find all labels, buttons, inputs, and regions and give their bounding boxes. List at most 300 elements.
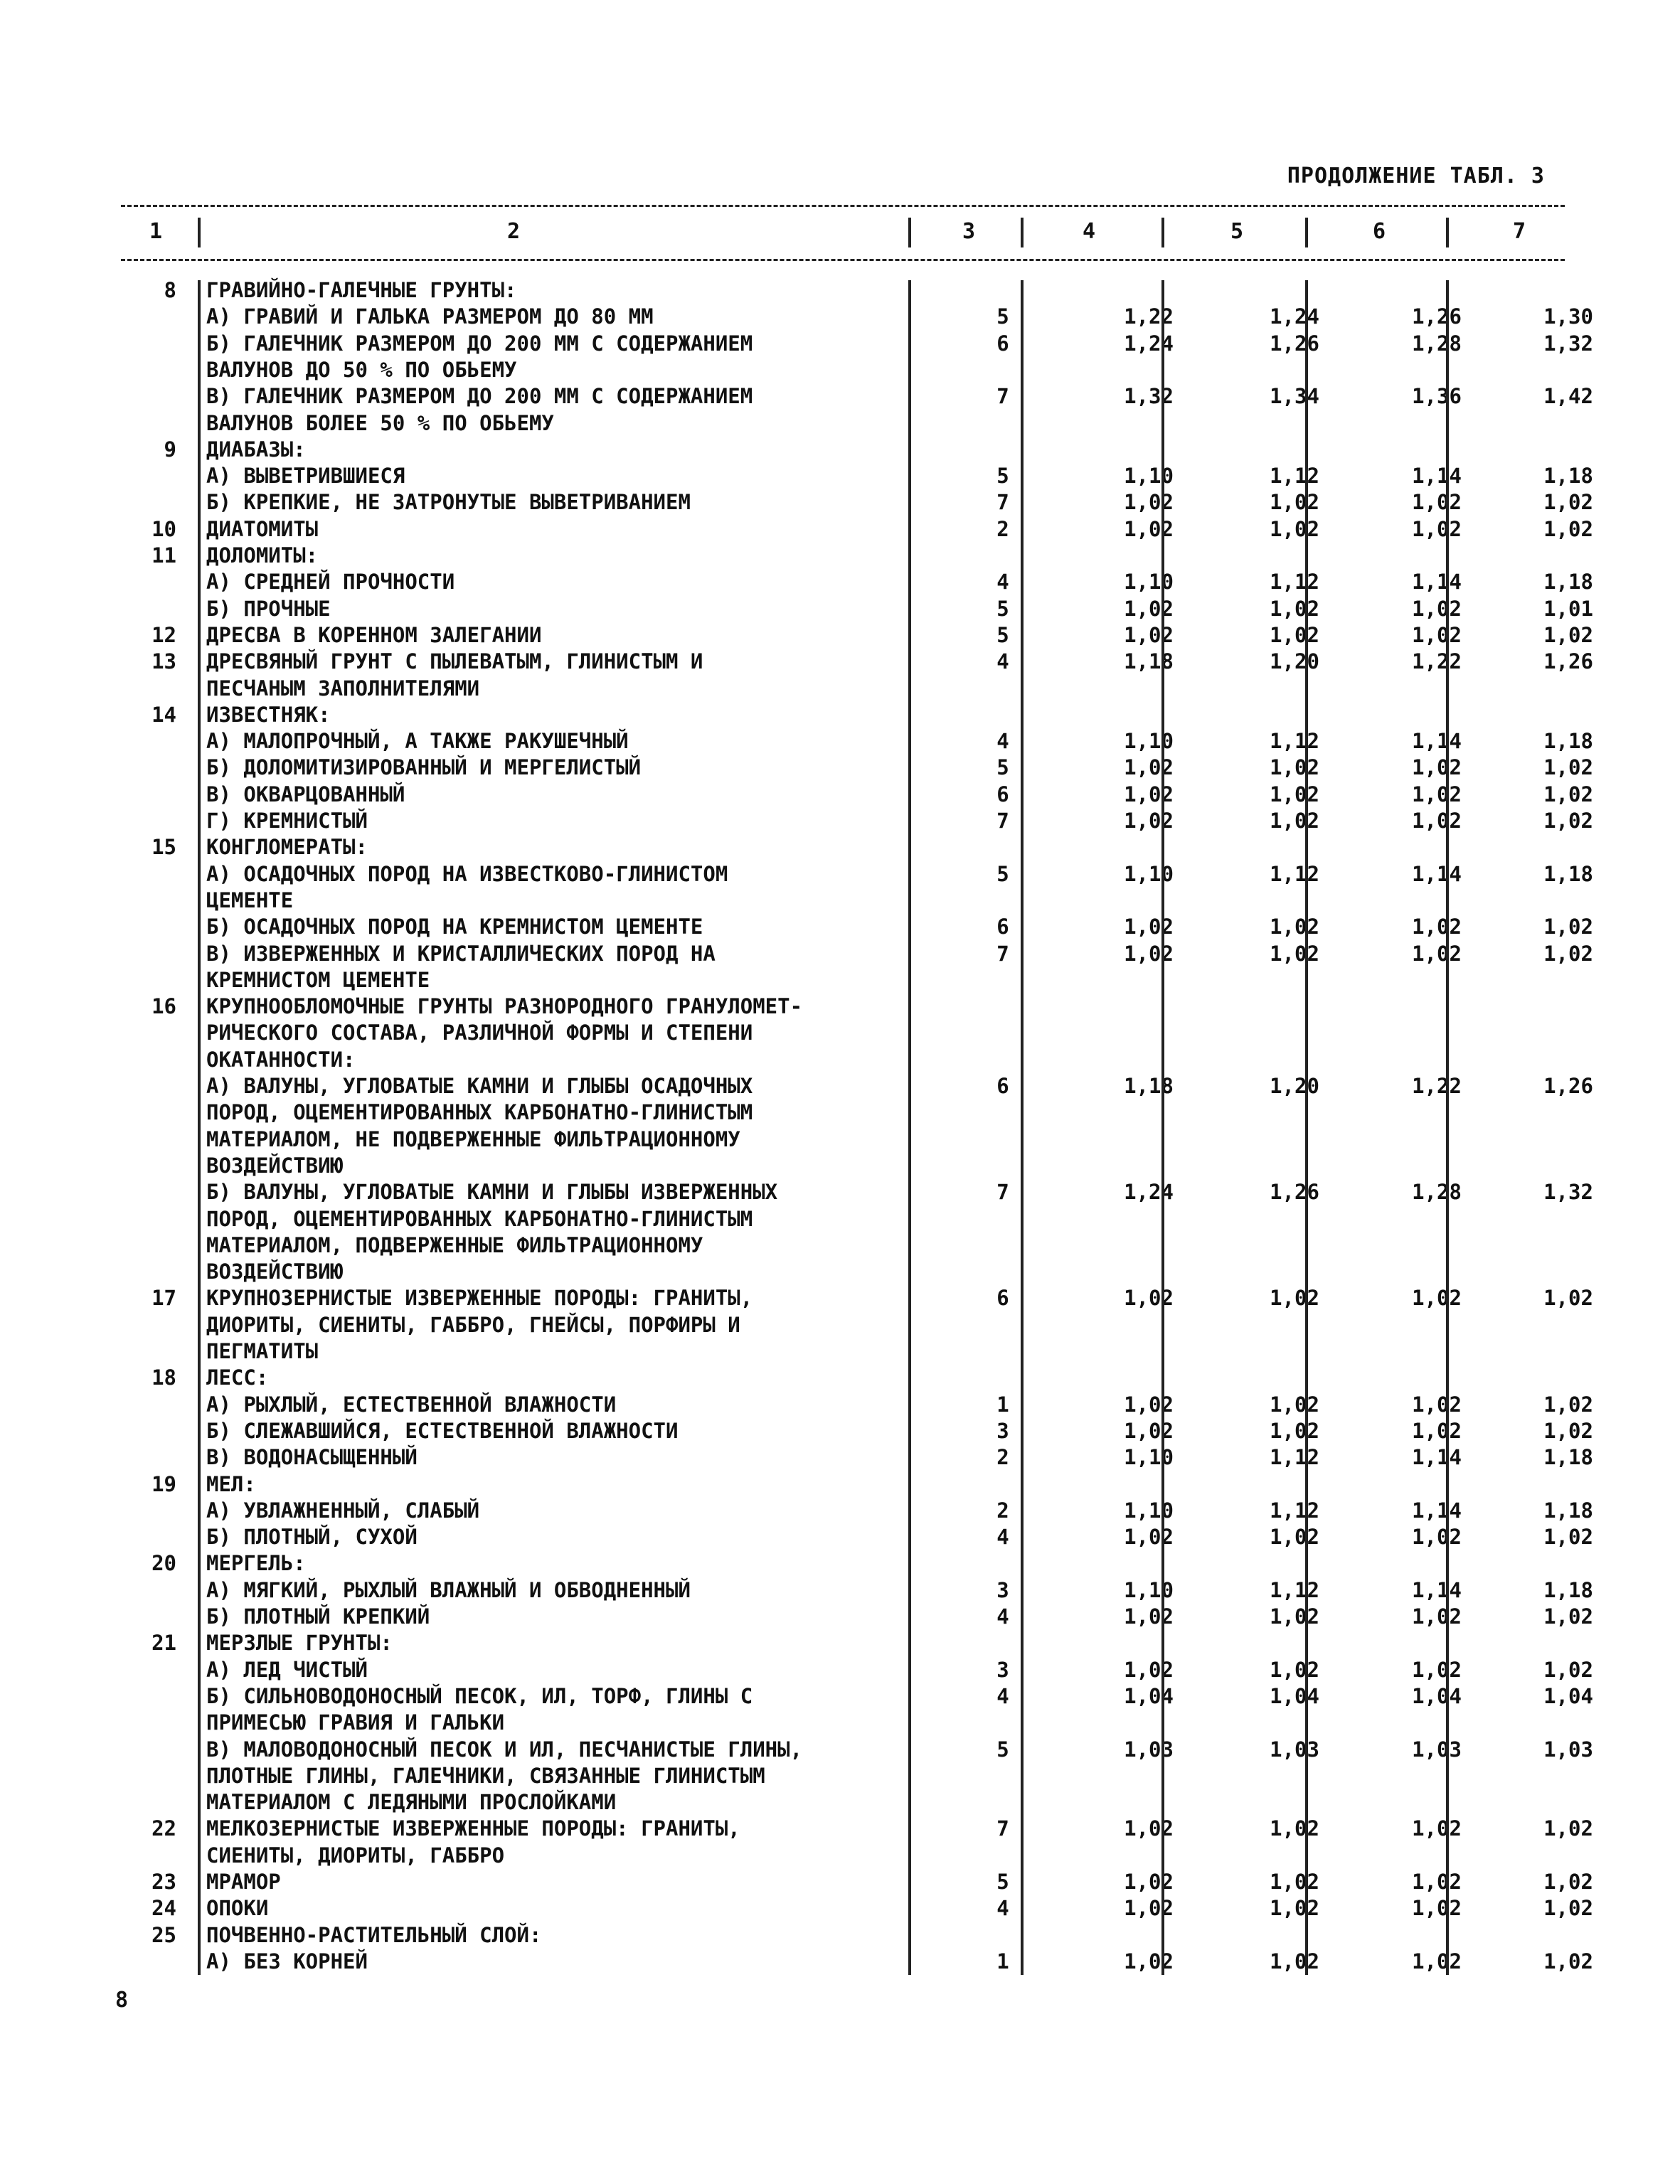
row-value-col7: 1,32 [1543,1180,1593,1205]
row-description: ВОЗДЕЙСТВИЮ [206,1259,344,1284]
header-separator-3-4 [1021,218,1024,247]
row-value-col7: 1,02 [1543,490,1593,515]
row-value-col4: 1,02 [1124,1816,1174,1841]
row-value-col7: 1,04 [1543,1683,1593,1708]
row-value-col6: 1,02 [1412,782,1462,806]
row-description: А) МЯГКИЙ, РЫХЛЫЙ ВЛАЖНЫЙ И ОБВОДНЕННЫЙ [206,1577,691,1602]
row-description: А) СРЕДНЕЙ ПРОЧНОСТИ [206,570,455,595]
row-description: Б) СЛЕЖАВШИЙСЯ, ЕСТЕСТВЕННОЙ ВЛАЖНОСТИ [206,1418,679,1443]
table-row [121,967,1565,994]
row-value-col4: 1,18 [1124,649,1174,674]
row-value-col6: 1,02 [1412,1392,1462,1417]
row-description: В) ГАЛЕЧНИК РАЗМЕРОМ ДО 200 ММ С СОДЕРЖАНИЕМ [206,384,753,409]
table-row [121,622,1593,649]
table-row [121,1471,1565,1498]
row-description: А) МАЛОПРОЧНЫЙ, А ТАКЖЕ РАКУШЕЧНЫЙ [206,729,629,754]
row-value-col7: 1,02 [1543,516,1593,541]
row-value-col4: 1,03 [1124,1737,1174,1762]
row-description: ОКАТАННОСТИ: [206,1047,356,1072]
table-row [121,1285,1593,1311]
row-description: ПЕСЧАНЫМ ЗАПОЛНИТЕЛЯМИ [206,676,480,701]
table-row [121,1789,1565,1816]
row-value-col6: 1,02 [1412,596,1462,621]
row-description: ДИОРИТЫ, СИЕНИТЫ, ГАББРО, ГНЕЙСЫ, ПОРФИРЫ И [206,1312,740,1337]
row-value-col5: 1,12 [1270,1445,1319,1470]
table-row [121,569,1593,595]
row-value-col7: 1,02 [1543,1870,1593,1894]
row-value-col7: 1,18 [1543,570,1593,595]
row-value-col5: 1,02 [1270,782,1319,806]
row-description: МРАМОР [206,1870,281,1894]
row-value-col5: 1,02 [1270,1896,1319,1921]
row-value-col6: 1,02 [1412,1816,1462,1841]
row-value-col4: 1,02 [1124,782,1174,806]
table-row [121,1683,1593,1710]
table-row [121,676,1565,702]
row-value-col5: 1,02 [1270,1392,1319,1417]
table-caption: ПРОДОЛЖЕНИЕ ТАБЛ. 3 [1287,164,1545,188]
row-value-col7: 1,02 [1543,1949,1593,1973]
row-value-col5: 1,02 [1270,1816,1319,1841]
table-row [121,1444,1593,1471]
row-category: 7 [996,1816,1009,1841]
row-value-col4: 1,02 [1124,490,1174,515]
table-row [121,702,1565,728]
header-col-2: 2 [507,219,521,244]
table-row [121,834,1565,861]
table-row [121,994,1565,1020]
row-category: 4 [996,1525,1009,1550]
column-separator-1-2 [198,280,201,1975]
row-description: МАТЕРИАЛОМ С ЛЕДЯНЫМИ ПРОСЛОЙКАМИ [206,1790,617,1815]
table-row [121,1843,1565,1869]
row-value-col7: 1,02 [1543,915,1593,939]
column-separator-3-4 [1021,280,1024,1975]
row-value-col4: 1,02 [1124,1657,1174,1682]
table-row [121,914,1593,940]
row-value-col7: 1,02 [1543,1392,1593,1417]
row-description: ЛЕСС: [206,1365,269,1390]
row-value-col6: 1,14 [1412,729,1462,754]
row-value-col7: 1,02 [1543,1896,1593,1921]
row-value-col6: 1,02 [1412,490,1462,515]
table-row [121,1630,1565,1656]
header-separator-4-5 [1161,218,1164,247]
row-value-col6: 1,26 [1412,304,1462,329]
table-row [121,808,1593,834]
table-row [121,1737,1593,1763]
row-number: 16 [151,994,176,1019]
table-row [121,1710,1565,1736]
table-row [121,383,1593,410]
row-value-col6: 1,14 [1412,1498,1462,1523]
header-separator-6-7 [1446,218,1449,247]
row-category: 2 [996,1498,1009,1523]
row-value-col6: 1,22 [1412,649,1462,674]
column-separator-6-7 [1446,280,1449,1975]
row-description: ВАЛУНОВ ДО 50 % ПО ОБЬЕМУ [206,357,517,382]
row-category: 7 [996,384,1009,409]
row-value-col4: 1,02 [1124,516,1174,541]
row-description: ДОЛОМИТЫ: [206,543,319,568]
row-value-col6: 1,14 [1412,1445,1462,1470]
row-value-col6: 1,04 [1412,1683,1462,1708]
row-description: ВОЗДЕЙСТВИЮ [206,1153,344,1178]
row-value-col6: 1,14 [1412,1577,1462,1602]
row-value-col4: 1,32 [1124,384,1174,409]
table-row [121,1126,1565,1153]
row-value-col5: 1,02 [1270,1870,1319,1894]
table-row [121,516,1593,543]
table-row [121,1577,1593,1604]
row-value-col7: 1,26 [1543,1074,1593,1098]
row-category: 6 [996,331,1009,356]
row-value-col7: 1,02 [1543,1657,1593,1682]
row-number: 22 [151,1816,176,1841]
table-row [121,1604,1593,1630]
table-row [121,1338,1565,1365]
row-category: 6 [996,782,1009,806]
row-value-col7: 1,02 [1543,1286,1593,1311]
row-category: 4 [996,729,1009,754]
data-table [121,205,1593,1983]
row-description: Б) ПЛОТНЫЙ КРЕПКИЙ [206,1604,430,1629]
row-value-col7: 1,18 [1543,1577,1593,1602]
row-value-col4: 1,02 [1124,1896,1174,1921]
row-value-col6: 1,22 [1412,1074,1462,1098]
row-value-col7: 1,26 [1543,649,1593,674]
column-separator-4-5 [1161,280,1164,1975]
row-value-col5: 1,34 [1270,384,1319,409]
row-value-col6: 1,02 [1412,809,1462,833]
row-value-col6: 1,28 [1412,1180,1462,1205]
row-category: 4 [996,649,1009,674]
row-value-col7: 1,02 [1543,1604,1593,1629]
column-separator-5-6 [1305,280,1308,1975]
row-category: 5 [996,622,1009,647]
row-category: 3 [996,1418,1009,1443]
row-category: 4 [996,1604,1009,1629]
row-category: 5 [996,861,1009,886]
row-value-col4: 1,02 [1124,1525,1174,1550]
row-description: А) ВАЛУНЫ, УГЛОВАТЫЕ КАМНИ И ГЛЫБЫ ОСАДОЧНЫХ [206,1074,753,1098]
table-row [121,728,1593,755]
row-value-col7: 1,02 [1543,782,1593,806]
row-value-col6: 1,14 [1412,570,1462,595]
table-row [121,1020,1565,1046]
row-description: МЕЛ: [206,1471,256,1496]
row-value-col5: 1,02 [1270,809,1319,833]
row-value-col6: 1,02 [1412,1896,1462,1921]
row-value-col7: 1,02 [1543,755,1593,780]
row-value-col5: 1,04 [1270,1683,1319,1708]
row-value-col7: 1,02 [1543,1525,1593,1550]
row-value-col4: 1,10 [1124,729,1174,754]
row-number: 8 [164,278,176,302]
row-value-col5: 1,20 [1270,649,1319,674]
row-description: МЕРЗЛЫЕ ГРУНТЫ: [206,1631,393,1656]
row-value-col6: 1,02 [1412,755,1462,780]
row-description: В) ОКВАРЦОВАННЫЙ [206,782,405,806]
header-col-3: 3 [962,219,976,244]
table-row [121,1869,1593,1895]
row-value-col4: 1,10 [1124,464,1174,489]
header-col-5: 5 [1230,219,1244,244]
row-description: ГРАВИЙНО-ГАЛЕЧНЫЕ ГРУНТЫ: [206,278,517,302]
row-description: А) ЛЕД ЧИСТЫЙ [206,1657,368,1682]
row-description: Б) СИЛЬНОВОДОНОСНЫЙ ПЕСОК, ИЛ, ТОРФ, ГЛИНЫ С [206,1683,753,1708]
row-value-col6: 1,14 [1412,464,1462,489]
row-value-col7: 1,03 [1543,1737,1593,1762]
table-row [121,410,1565,437]
table-row [121,304,1593,330]
page-number: 8 [115,1988,129,2013]
row-value-col5: 1,02 [1270,596,1319,621]
row-category: 7 [996,809,1009,833]
row-value-col5: 1,26 [1270,331,1319,356]
row-description: А) ГРАВИЙ И ГАЛЬКА РАЗМЕРОМ ДО 80 ММ [206,304,654,329]
row-description: ИЗВЕСТНЯК: [206,702,331,727]
row-value-col4: 1,02 [1124,622,1174,647]
row-description: ПРИМЕСЬЮ ГРАВИЯ И ГАЛЬКИ [206,1710,505,1735]
row-description: А) ОСАДОЧНЫХ ПОРОД НА ИЗВЕСТКОВО-ГЛИНИСТОМ [206,861,728,886]
row-number: 9 [164,437,176,462]
row-value-col6: 1,02 [1412,941,1462,966]
row-value-col4: 1,02 [1124,941,1174,966]
row-description: В) ИЗВЕРЖЕННЫХ И КРИСТАЛЛИЧЕСКИХ ПОРОД НА [206,941,716,966]
row-description: КОНГЛОМЕРАТЫ: [206,835,368,860]
row-value-col4: 1,10 [1124,1498,1174,1523]
row-description: МАТЕРИАЛОМ, НЕ ПОДВЕРЖЕННЫЕ ФИЛЬТРАЦИОННОМУ [206,1126,740,1151]
table-row [121,437,1565,463]
row-value-col7: 1,18 [1543,861,1593,886]
row-value-col4: 1,18 [1124,1074,1174,1098]
row-value-col6: 1,03 [1412,1737,1462,1762]
row-value-col4: 1,02 [1124,809,1174,833]
row-description: ПЕГМАТИТЫ [206,1339,319,1363]
row-description: ПОРОД, ОЦЕМЕНТИРОВАННЫХ КАРБОНАТНО-ГЛИНИСТЫМ [206,1100,753,1125]
row-value-col5: 1,03 [1270,1737,1319,1762]
table-row [121,357,1565,383]
row-category: 7 [996,490,1009,515]
row-category: 3 [996,1657,1009,1682]
table-row [121,1206,1565,1232]
row-value-col7: 1,30 [1543,304,1593,329]
row-value-col5: 1,02 [1270,516,1319,541]
table-row [121,1949,1593,1975]
row-value-col6: 1,02 [1412,1949,1462,1973]
row-description: ПОЧВЕННО-РАСТИТЕЛЬНЫЙ СЛОЙ: [206,1922,542,1947]
row-value-col5: 1,12 [1270,570,1319,595]
table-row [121,277,1565,304]
row-description: А) УВЛАЖНЕННЫЙ, СЛАБЫЙ [206,1498,480,1523]
table-row [121,1895,1593,1922]
row-description: ПЛОТНЫЕ ГЛИНЫ, ГАЛЕЧНИКИ, СВЯЗАННЫЕ ГЛИНИСТЫМ [206,1763,765,1788]
row-value-col6: 1,02 [1412,1418,1462,1443]
header-col-6: 6 [1373,219,1386,244]
row-number: 20 [151,1551,176,1576]
row-description: В) ВОДОНАСЫЩЕННЫЙ [206,1445,418,1470]
row-value-col4: 1,02 [1124,755,1174,780]
table-row [121,782,1593,808]
row-category: 5 [996,596,1009,621]
row-value-col6: 1,02 [1412,516,1462,541]
row-value-col5: 1,02 [1270,755,1319,780]
row-value-col5: 1,12 [1270,1498,1319,1523]
row-category: 5 [996,304,1009,329]
row-number: 14 [151,702,176,727]
row-category: 1 [996,1392,1009,1417]
row-value-col4: 1,22 [1124,304,1174,329]
row-value-col5: 1,24 [1270,304,1319,329]
row-value-col4: 1,10 [1124,861,1174,886]
row-category: 7 [996,1180,1009,1205]
table-row [121,1763,1565,1789]
row-description: СИЕНИТЫ, ДИОРИТЫ, ГАББРО [206,1843,505,1868]
row-value-col4: 1,02 [1124,915,1174,939]
row-description: ПОРОД, ОЦЕМЕНТИРОВАННЫХ КАРБОНАТНО-ГЛИНИСТЫМ [206,1206,753,1231]
row-description: Б) ПРОЧНЫЕ [206,596,331,621]
row-value-col4: 1,02 [1124,1949,1174,1973]
row-value-col4: 1,10 [1124,1577,1174,1602]
row-category: 5 [996,1737,1009,1762]
row-category: 6 [996,915,1009,939]
table-row [121,1392,1593,1418]
table-row [121,1524,1593,1550]
row-value-col6: 1,02 [1412,1870,1462,1894]
row-value-col5: 1,12 [1270,861,1319,886]
row-value-col6: 1,36 [1412,384,1462,409]
row-category: 2 [996,1445,1009,1470]
row-description: КРУПНООБЛОМОЧНЫЕ ГРУНТЫ РАЗНОРОДНОГО ГРАНУЛОМЕТ- [206,994,803,1019]
row-description: В) МАЛОВОДОНОСНЫЙ ПЕСОК И ИЛ, ПЕСЧАНИСТЫЕ ГЛИНЫ, [206,1737,803,1762]
row-number: 13 [151,649,176,674]
row-category: 6 [996,1286,1009,1311]
row-value-col4: 1,02 [1124,1286,1174,1311]
table-row [121,1498,1593,1524]
row-value-col6: 1,14 [1412,861,1462,886]
row-category: 5 [996,1870,1009,1894]
row-description: Б) КРЕПКИЕ, НЕ ЗАТРОНУТЫЕ ВЫВЕТРИВАНИЕМ [206,490,691,515]
row-category: 2 [996,516,1009,541]
row-value-col5: 1,26 [1270,1180,1319,1205]
row-description: Б) ГАЛЕЧНИК РАЗМЕРОМ ДО 200 ММ С СОДЕРЖАНИЕМ [206,331,753,356]
header-separator-2-3 [908,218,911,247]
row-value-col5: 1,02 [1270,1525,1319,1550]
row-value-col5: 1,02 [1270,622,1319,647]
table-row [121,649,1593,675]
row-value-col4: 1,02 [1124,596,1174,621]
header-col-4: 4 [1083,219,1096,244]
table-row [121,1099,1565,1126]
table-row [121,489,1593,516]
row-value-col5: 1,12 [1270,729,1319,754]
row-value-col7: 1,18 [1543,464,1593,489]
row-description: Г) КРЕМНИСТЫЙ [206,809,368,833]
row-category: 4 [996,1896,1009,1921]
column-separator-2-3 [908,280,911,1975]
row-value-col4: 1,02 [1124,1392,1174,1417]
row-category: 7 [996,941,1009,966]
row-description: Б) ОСАДОЧНЫХ ПОРОД НА КРЕМНИСТОМ ЦЕМЕНТЕ [206,915,703,939]
table-row [121,861,1593,888]
row-category: 5 [996,464,1009,489]
row-value-col5: 1,20 [1270,1074,1319,1098]
row-value-col7: 1,02 [1543,809,1593,833]
row-description: КРУПНОЗЕРНИСТЫЕ ИЗВЕРЖЕННЫЕ ПОРОДЫ: ГРАНИТЫ, [206,1286,753,1311]
table-row [121,596,1593,622]
row-description: ЦЕМЕНТЕ [206,888,294,912]
row-value-col7: 1,02 [1543,622,1593,647]
row-description: ОПОКИ [206,1896,269,1921]
row-number: 25 [151,1922,176,1947]
row-value-col5: 1,12 [1270,464,1319,489]
row-description: Б) ДОЛОМИТИЗИРОВАННЫЙ И МЕРГЕЛИСТЫЙ [206,755,642,780]
row-value-col4: 1,10 [1124,1445,1174,1470]
row-description: ДРЕСВА В КОРЕННОМ ЗАЛЕГАНИИ [206,622,542,647]
row-number: 11 [151,543,176,568]
row-value-col7: 1,18 [1543,1498,1593,1523]
row-category: 4 [996,1683,1009,1708]
table-row [121,1153,1565,1179]
row-value-col5: 1,02 [1270,1604,1319,1629]
row-number: 18 [151,1365,176,1390]
table-row [121,1418,1593,1444]
table-row [121,331,1593,357]
row-description: А) РЫХЛЫЙ, ЕСТЕСТВЕННОЙ ВЛАЖНОСТИ [206,1392,617,1417]
row-value-col7: 1,02 [1543,941,1593,966]
row-value-col5: 1,02 [1270,1418,1319,1443]
row-number: 23 [151,1870,176,1894]
row-number: 10 [151,516,176,541]
row-description: МЕЛКОЗЕРНИСТЫЕ ИЗВЕРЖЕННЫЕ ПОРОДЫ: ГРАНИТЫ, [206,1816,740,1841]
table-row [121,1922,1565,1949]
row-value-col4: 1,24 [1124,331,1174,356]
row-value-col5: 1,02 [1270,915,1319,939]
row-number: 17 [151,1286,176,1311]
table-row [121,1550,1565,1577]
row-value-col6: 1,02 [1412,1604,1462,1629]
row-description: КРЕМНИСТОМ ЦЕМЕНТЕ [206,967,430,992]
row-description: ДИАБАЗЫ: [206,437,306,462]
table-row [121,888,1565,914]
header-col-1: 1 [149,219,163,244]
row-description: Б) ПЛОТНЫЙ, СУХОЙ [206,1525,418,1550]
row-number: 12 [151,622,176,647]
row-value-col4: 1,02 [1124,1870,1174,1894]
row-value-col7: 1,42 [1543,384,1593,409]
row-category: 6 [996,1074,1009,1098]
row-value-col5: 1,02 [1270,1657,1319,1682]
table-row [121,543,1565,569]
row-category: 3 [996,1577,1009,1602]
row-number: 21 [151,1631,176,1656]
row-value-col7: 1,18 [1543,1445,1593,1470]
row-description: ВАЛУНОВ БОЛЕЕ 50 % ПО ОБЬЕМУ [206,410,554,435]
row-value-col6: 1,02 [1412,1525,1462,1550]
table-row [121,1232,1565,1259]
table-row [121,1073,1593,1099]
table-row [121,1365,1565,1391]
header-col-7: 7 [1513,219,1526,244]
row-value-col7: 1,01 [1543,596,1593,621]
row-description: А) БЕЗ КОРНЕЙ [206,1949,368,1973]
header-separator-5-6 [1305,218,1308,247]
row-description: РИЧЕСКОГО СОСТАВА, РАЗЛИЧНОЙ ФОРМЫ И СТЕПЕНИ [206,1021,753,1045]
row-number: 24 [151,1896,176,1921]
row-value-col4: 1,04 [1124,1683,1174,1708]
row-value-col7: 1,02 [1543,1816,1593,1841]
